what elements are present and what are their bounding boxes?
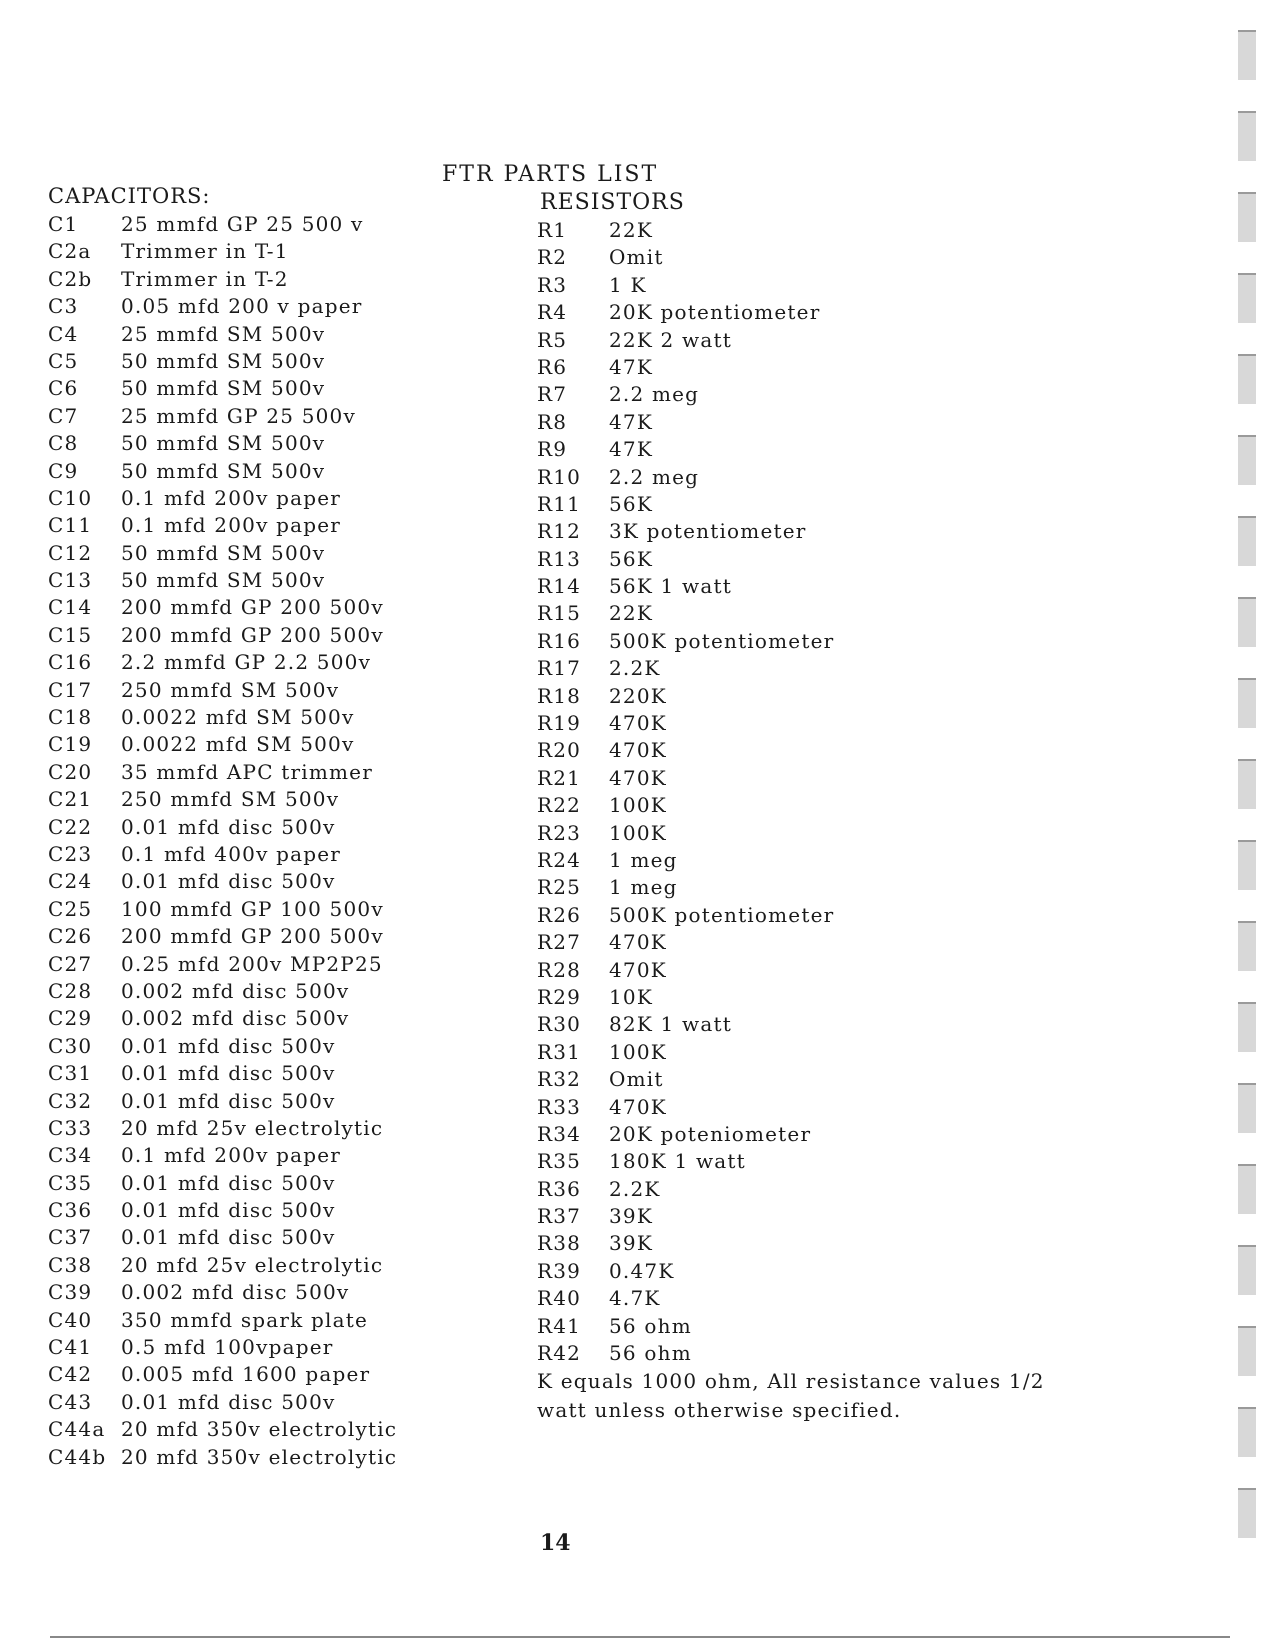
- capacitor-row-desc: 35 mmfd APC trimmer: [121, 759, 373, 784]
- capacitor-row-id: C12: [48, 540, 93, 565]
- capacitor-row-desc: 250 mmfd SM 500v: [121, 677, 340, 702]
- resistor-row-desc: 47K: [609, 354, 653, 379]
- resistor-row: [537, 1313, 834, 1340]
- binding-mark: [1238, 111, 1256, 161]
- capacitor-row-id: C37: [48, 1225, 93, 1250]
- capacitor-row: [48, 1389, 397, 1416]
- capacitor-row-desc: 20 mfd 350v electrolytic: [121, 1444, 398, 1469]
- capacitor-row-desc: 2.2 mmfd GP 2.2 500v: [121, 650, 372, 675]
- bottom-rule: [50, 1636, 1230, 1638]
- capacitor-row: [48, 649, 397, 676]
- capacitors-heading: CAPACITORS:: [48, 184, 211, 208]
- resistor-row-id: R38: [537, 1231, 582, 1256]
- resistor-row-id: R26: [537, 902, 582, 927]
- capacitor-row-desc: 0.01 mfd disc 500v: [121, 1170, 336, 1195]
- capacitor-row-desc: 20 mfd 25v electrolytic: [121, 1252, 384, 1277]
- capacitor-row-desc: 0.01 mfd disc 500v: [121, 1088, 336, 1113]
- resistor-row-desc: 39K: [609, 1204, 653, 1229]
- capacitor-row: [48, 951, 397, 978]
- capacitor-row: [48, 293, 397, 320]
- binding-mark: [1238, 678, 1256, 728]
- capacitor-row: [48, 786, 397, 813]
- capacitor-row: [48, 1170, 397, 1197]
- capacitor-row: [48, 211, 397, 238]
- capacitor-row-id: C34: [48, 1143, 93, 1168]
- resistor-row-id: R20: [537, 738, 582, 763]
- resistor-row-id: R10: [537, 464, 582, 489]
- capacitor-row-desc: 0.002 mfd disc 500v: [121, 1280, 350, 1305]
- capacitor-row-desc: 25 mmfd GP 25 500 v: [121, 212, 364, 236]
- capacitor-row-desc: 50 mmfd SM 500v: [121, 458, 326, 483]
- capacitor-row-desc: 50 mmfd SM 500v: [121, 568, 326, 593]
- capacitor-row-id: C9: [48, 458, 79, 483]
- resistor-row: [537, 1203, 834, 1230]
- capacitor-row-desc: 0.005 mfd 1600 paper: [121, 1362, 371, 1387]
- binding-mark: [1238, 354, 1256, 404]
- capacitor-row-id: C11: [48, 513, 93, 538]
- resistor-row: [537, 327, 834, 354]
- resistor-row-desc: 0.47K: [609, 1258, 675, 1283]
- resistor-row-id: R2: [537, 245, 568, 270]
- capacitor-row-id: C23: [48, 841, 93, 866]
- capacitor-row: [48, 1252, 397, 1279]
- resistor-row-desc: 470K: [609, 1094, 667, 1119]
- capacitor-row: [48, 458, 397, 485]
- capacitor-row-desc: 100 mmfd GP 100 500v: [121, 896, 384, 921]
- capacitor-list: [48, 211, 397, 1471]
- resistor-row: [537, 1258, 834, 1285]
- resistor-row-desc: 1 meg: [609, 875, 678, 900]
- capacitor-row-id: C40: [48, 1307, 93, 1332]
- capacitor-row: [48, 704, 397, 731]
- capacitor-row-desc: 20 mfd 350v electrolytic: [121, 1417, 398, 1442]
- binding-mark: [1238, 1245, 1256, 1295]
- resistor-row-desc: 20K potentiometer: [609, 300, 821, 325]
- resistor-row: [537, 1230, 834, 1257]
- capacitor-row: [48, 567, 397, 594]
- capacitor-row-id: C31: [48, 1061, 93, 1086]
- capacitor-row-desc: 0.1 mfd 200v paper: [121, 513, 342, 538]
- capacitor-row: [48, 1033, 397, 1060]
- capacitor-row: [48, 321, 397, 348]
- resistor-row-id: R24: [537, 847, 582, 872]
- resistor-row-id: R11: [537, 491, 582, 516]
- page-number: 14: [540, 1530, 571, 1556]
- capacitor-row-desc: 0.01 mfd disc 500v: [121, 1198, 336, 1223]
- resistor-row: [537, 847, 834, 874]
- resistor-row-desc: 56K: [609, 546, 653, 571]
- capacitor-row-id: C41: [48, 1335, 93, 1360]
- resistor-row-desc: 470K: [609, 957, 667, 982]
- resistor-row-desc: Omit: [609, 1067, 664, 1092]
- capacitor-row-desc: Trimmer in T-2: [121, 266, 289, 291]
- resistor-row: [537, 381, 834, 408]
- capacitor-row-id: C6: [48, 376, 79, 401]
- capacitor-row: [48, 1060, 397, 1087]
- binding-mark: [1238, 516, 1256, 566]
- capacitor-row: [48, 1279, 397, 1306]
- capacitor-row-id: C17: [48, 677, 93, 702]
- resistor-list: [537, 217, 834, 1367]
- resistor-row-id: R39: [537, 1258, 582, 1283]
- capacitor-row-id: C13: [48, 568, 93, 593]
- resistor-row: [537, 628, 834, 655]
- resistor-row-desc: 56K: [609, 491, 653, 516]
- resistor-row: [537, 820, 834, 847]
- capacitor-row: [48, 485, 397, 512]
- capacitor-row: [48, 375, 397, 402]
- resistor-row: [537, 902, 834, 929]
- binding-mark: [1238, 30, 1256, 80]
- resistor-row-id: R25: [537, 875, 582, 900]
- capacitor-row-desc: 0.01 mfd disc 500v: [121, 814, 336, 839]
- resistor-row: [537, 929, 834, 956]
- resistor-row: [537, 765, 834, 792]
- resistor-row-id: R21: [537, 765, 582, 790]
- resistor-row-desc: 470K: [609, 738, 667, 763]
- resistor-row-id: R35: [537, 1149, 582, 1174]
- capacitor-row-id: C8: [48, 431, 79, 456]
- page-title: FTR PARTS LIST: [442, 162, 659, 187]
- resistor-row-desc: 2.2K: [609, 656, 661, 681]
- resistor-row-id: R14: [537, 574, 582, 599]
- resistor-row-id: R34: [537, 1121, 582, 1146]
- capacitor-row-desc: 200 mmfd GP 200 500v: [121, 622, 384, 647]
- capacitor-row-id: C20: [48, 759, 93, 784]
- resistor-row-id: R9: [537, 437, 568, 462]
- capacitor-row: [48, 1334, 397, 1361]
- capacitor-row-id: C18: [48, 705, 93, 730]
- capacitor-row: [48, 1088, 397, 1115]
- binding-mark: [1238, 192, 1256, 242]
- resistor-row-desc: 47K: [609, 409, 653, 434]
- capacitor-row-id: C2a: [48, 239, 92, 264]
- resistor-row-desc: 56 ohm: [609, 1341, 692, 1366]
- capacitor-row: [48, 759, 397, 786]
- capacitor-row-desc: 0.01 mfd disc 500v: [121, 869, 336, 894]
- capacitor-row-desc: 0.25 mfd 200v MP2P25: [121, 951, 383, 976]
- capacitor-row: [48, 923, 397, 950]
- resistor-row: [537, 272, 834, 299]
- capacitor-row-id: C44a: [48, 1417, 106, 1442]
- resistor-row: [537, 409, 834, 436]
- capacitor-row: [48, 814, 397, 841]
- resistor-row-id: R8: [537, 409, 568, 434]
- resistor-row-desc: 470K: [609, 930, 667, 955]
- resistor-row-id: R41: [537, 1313, 582, 1338]
- capacitor-row: [48, 594, 397, 621]
- binding-mark: [1238, 273, 1256, 323]
- capacitor-row-id: C19: [48, 732, 93, 757]
- resistor-row-id: R22: [537, 793, 582, 818]
- capacitor-row: [48, 622, 397, 649]
- resistor-row: [537, 464, 834, 491]
- capacitor-row-desc: 0.01 mfd disc 500v: [121, 1389, 336, 1414]
- resistor-row-desc: 22K: [609, 218, 653, 242]
- capacitor-row-id: C32: [48, 1088, 93, 1113]
- resistor-row-id: R36: [537, 1176, 582, 1201]
- resistor-row: [537, 491, 834, 518]
- binding-holes: [1238, 30, 1260, 1610]
- resistor-row-id: R15: [537, 601, 582, 626]
- resistor-row: [537, 710, 834, 737]
- capacitor-row: [48, 430, 397, 457]
- capacitor-row: [48, 1115, 397, 1142]
- capacitor-row-id: C21: [48, 787, 93, 812]
- resistor-row: [537, 874, 834, 901]
- binding-mark: [1238, 1326, 1256, 1376]
- capacitor-row: [48, 677, 397, 704]
- capacitor-row: [48, 978, 397, 1005]
- capacitor-row-id: C27: [48, 951, 93, 976]
- binding-mark: [1238, 1164, 1256, 1214]
- capacitor-row: [48, 1197, 397, 1224]
- capacitor-row: [48, 868, 397, 895]
- resistor-row: [537, 792, 834, 819]
- resistor-row-desc: 500K potentiometer: [609, 628, 835, 653]
- capacitor-row-desc: 0.1 mfd 200v paper: [121, 485, 342, 510]
- resistor-row-desc: 10K: [609, 984, 653, 1009]
- binding-mark: [1238, 921, 1256, 971]
- capacitor-row: [48, 1224, 397, 1251]
- resistor-row: [537, 1039, 834, 1066]
- binding-mark: [1238, 1407, 1256, 1457]
- resistor-row-id: R33: [537, 1094, 582, 1119]
- resistor-row-id: R23: [537, 820, 582, 845]
- capacitor-row-id: C26: [48, 924, 93, 949]
- resistor-row-desc: 22K 2 watt: [609, 327, 732, 352]
- resistor-row: [537, 984, 834, 1011]
- capacitor-row: [48, 1307, 397, 1334]
- capacitor-row: [48, 1444, 397, 1471]
- resistor-row-id: R3: [537, 272, 568, 297]
- binding-mark: [1238, 759, 1256, 809]
- resistor-row-desc: 2.2K: [609, 1176, 661, 1201]
- capacitor-row-desc: 50 mmfd SM 500v: [121, 431, 326, 456]
- resistor-row-id: R6: [537, 354, 568, 379]
- resistor-row-desc: 500K potentiometer: [609, 902, 835, 927]
- capacitor-row-desc: 0.0022 mfd SM 500v: [121, 732, 355, 757]
- resistor-row-desc: 100K: [609, 820, 667, 845]
- resistor-row: [537, 600, 834, 627]
- resistor-row-desc: 22K: [609, 601, 653, 626]
- capacitor-row-desc: 50 mmfd SM 500v: [121, 376, 326, 401]
- resistor-row-id: R40: [537, 1286, 582, 1311]
- capacitor-row-desc: 0.5 mfd 100vpaper: [121, 1335, 334, 1360]
- capacitor-row-desc: 0.05 mfd 200 v paper: [121, 294, 363, 319]
- resistor-row: [537, 573, 834, 600]
- capacitor-row-id: C1: [48, 212, 79, 236]
- capacitor-row-id: C22: [48, 814, 93, 839]
- capacitor-row-id: C36: [48, 1198, 93, 1223]
- capacitor-row: [48, 731, 397, 758]
- capacitor-row-id: C15: [48, 622, 93, 647]
- resistor-row-desc: 82K 1 watt: [609, 1012, 732, 1037]
- resistor-row-desc: 100K: [609, 793, 667, 818]
- capacitor-row-desc: 0.01 mfd disc 500v: [121, 1225, 336, 1250]
- capacitor-row-id: C30: [48, 1033, 93, 1058]
- binding-mark: [1238, 1002, 1256, 1052]
- resistor-row: [537, 1176, 834, 1203]
- capacitor-row-id: C42: [48, 1362, 93, 1387]
- capacitor-row-desc: 200 mmfd GP 200 500v: [121, 595, 384, 620]
- resistor-row-id: R1: [537, 218, 568, 242]
- resistor-row-id: R5: [537, 327, 568, 352]
- capacitor-row-desc: 0.01 mfd disc 500v: [121, 1033, 336, 1058]
- resistor-row: [537, 1094, 834, 1121]
- capacitor-row-id: C39: [48, 1280, 93, 1305]
- capacitor-row-id: C24: [48, 869, 93, 894]
- resistor-row-desc: 470K: [609, 711, 667, 736]
- resistor-row: [537, 1066, 834, 1093]
- resistor-row-id: R27: [537, 930, 582, 955]
- capacitor-row: [48, 1361, 397, 1388]
- resistor-row-id: R16: [537, 628, 582, 653]
- resistor-row-id: R4: [537, 300, 568, 325]
- resistor-row: [537, 217, 834, 244]
- capacitor-row-id: C44b: [48, 1444, 107, 1469]
- capacitor-row-desc: 50 mmfd SM 500v: [121, 540, 326, 565]
- capacitor-row-id: C2b: [48, 266, 93, 291]
- resistor-row-desc: 56K 1 watt: [609, 574, 732, 599]
- resistor-row: [537, 957, 834, 984]
- capacitor-row: [48, 540, 397, 567]
- resistor-row: [537, 299, 834, 326]
- binding-mark: [1238, 1083, 1256, 1133]
- capacitor-row-id: C38: [48, 1252, 93, 1277]
- resistor-row-desc: 100K: [609, 1039, 667, 1064]
- resistor-row-desc: 3K potentiometer: [609, 519, 807, 544]
- resistor-row-desc: 1 meg: [609, 847, 678, 872]
- binding-mark: [1238, 435, 1256, 485]
- capacitor-row: [48, 266, 397, 293]
- resistor-row: [537, 737, 834, 764]
- capacitor-row-id: C7: [48, 403, 79, 428]
- capacitor-row-id: C35: [48, 1170, 93, 1195]
- resistor-row-id: R31: [537, 1039, 582, 1064]
- resistor-row: [537, 655, 834, 682]
- capacitor-row-id: C4: [48, 321, 79, 346]
- resistor-row-desc: 20K poteniometer: [609, 1121, 812, 1146]
- resistor-row-id: R7: [537, 382, 568, 407]
- capacitor-row-desc: 0.01 mfd disc 500v: [121, 1061, 336, 1086]
- capacitor-row-id: C5: [48, 348, 79, 373]
- capacitor-row: [48, 896, 397, 923]
- capacitor-row-id: C28: [48, 978, 93, 1003]
- resistor-row-id: R37: [537, 1204, 582, 1229]
- capacitor-row: [48, 1142, 397, 1169]
- capacitor-row: [48, 841, 397, 868]
- capacitor-row: [48, 512, 397, 539]
- resistor-row-desc: 39K: [609, 1231, 653, 1256]
- resistor-row-desc: 47K: [609, 437, 653, 462]
- capacitor-row-desc: 350 mmfd spark plate: [121, 1307, 369, 1332]
- resistor-row-id: R12: [537, 519, 582, 544]
- capacitor-row-id: C14: [48, 595, 93, 620]
- resistors-heading: RESISTORS: [540, 190, 685, 215]
- resistor-row-id: R13: [537, 546, 582, 571]
- capacitor-row-desc: Trimmer in T-1: [121, 239, 289, 264]
- capacitor-row-desc: 25 mmfd SM 500v: [121, 321, 326, 346]
- resistor-row: [537, 546, 834, 573]
- resistor-row-desc: 56 ohm: [609, 1313, 692, 1338]
- capacitor-row-desc: 25 mmfd GP 25 500v: [121, 403, 356, 428]
- capacitor-row-desc: 200 mmfd GP 200 500v: [121, 924, 384, 949]
- capacitor-row-desc: 0.1 mfd 400v paper: [121, 841, 342, 866]
- resistor-row-id: R42: [537, 1341, 582, 1366]
- resistor-row: [537, 354, 834, 381]
- capacitor-row-desc: 20 mfd 25v electrolytic: [121, 1115, 384, 1140]
- resistor-row-desc: Omit: [609, 245, 664, 270]
- capacitor-row: [48, 348, 397, 375]
- binding-mark: [1238, 597, 1256, 647]
- resistor-row-desc: 4.7K: [609, 1286, 661, 1311]
- capacitor-row-id: C25: [48, 896, 93, 921]
- resistor-row-id: R29: [537, 984, 582, 1009]
- capacitor-row: [48, 1416, 397, 1443]
- resistor-row-desc: 470K: [609, 765, 667, 790]
- resistor-row: [537, 683, 834, 710]
- resistor-row-desc: 180K 1 watt: [609, 1149, 746, 1174]
- capacitor-row-desc: 0.1 mfd 200v paper: [121, 1143, 342, 1168]
- resistor-row: [537, 1148, 834, 1175]
- resistance-note: K equals 1000 ohm, All resistance values 1/2 watt unless otherwise specified.: [537, 1369, 1045, 1422]
- capacitor-row-id: C10: [48, 485, 93, 510]
- resistor-row-desc: 1 K: [609, 272, 647, 297]
- resistor-row: [537, 518, 834, 545]
- capacitor-row: [48, 403, 397, 430]
- capacitor-row-id: C16: [48, 650, 93, 675]
- resistor-row-id: R18: [537, 683, 582, 708]
- capacitor-row-desc: 50 mmfd SM 500v: [121, 348, 326, 373]
- capacitor-row: [48, 1005, 397, 1032]
- resistor-row-id: R32: [537, 1067, 582, 1092]
- resistor-row: [537, 1121, 834, 1148]
- resistor-row: [537, 1340, 834, 1367]
- capacitor-row-desc: 0.002 mfd disc 500v: [121, 978, 350, 1003]
- binding-mark: [1238, 1488, 1256, 1538]
- capacitor-row-id: C33: [48, 1115, 93, 1140]
- resistor-row: [537, 436, 834, 463]
- capacitor-row-desc: 0.002 mfd disc 500v: [121, 1006, 350, 1031]
- resistor-row: [537, 1011, 834, 1038]
- resistor-row-id: R30: [537, 1012, 582, 1037]
- capacitor-row-id: C43: [48, 1389, 93, 1414]
- resistor-row-desc: 2.2 meg: [609, 464, 700, 489]
- resistor-row-id: R28: [537, 957, 582, 982]
- capacitor-row-desc: 250 mmfd SM 500v: [121, 787, 340, 812]
- resistor-row-id: R19: [537, 711, 582, 736]
- capacitor-row-id: C3: [48, 294, 79, 319]
- binding-mark: [1238, 840, 1256, 890]
- capacitor-row: [48, 238, 397, 265]
- capacitor-row-id: C29: [48, 1006, 93, 1031]
- resistor-row: [537, 244, 834, 271]
- resistor-row-id: R17: [537, 656, 582, 681]
- capacitor-row-desc: 0.0022 mfd SM 500v: [121, 705, 355, 730]
- resistor-row-desc: 2.2 meg: [609, 382, 700, 407]
- resistor-row-desc: 220K: [609, 683, 667, 708]
- resistor-row: [537, 1285, 834, 1312]
